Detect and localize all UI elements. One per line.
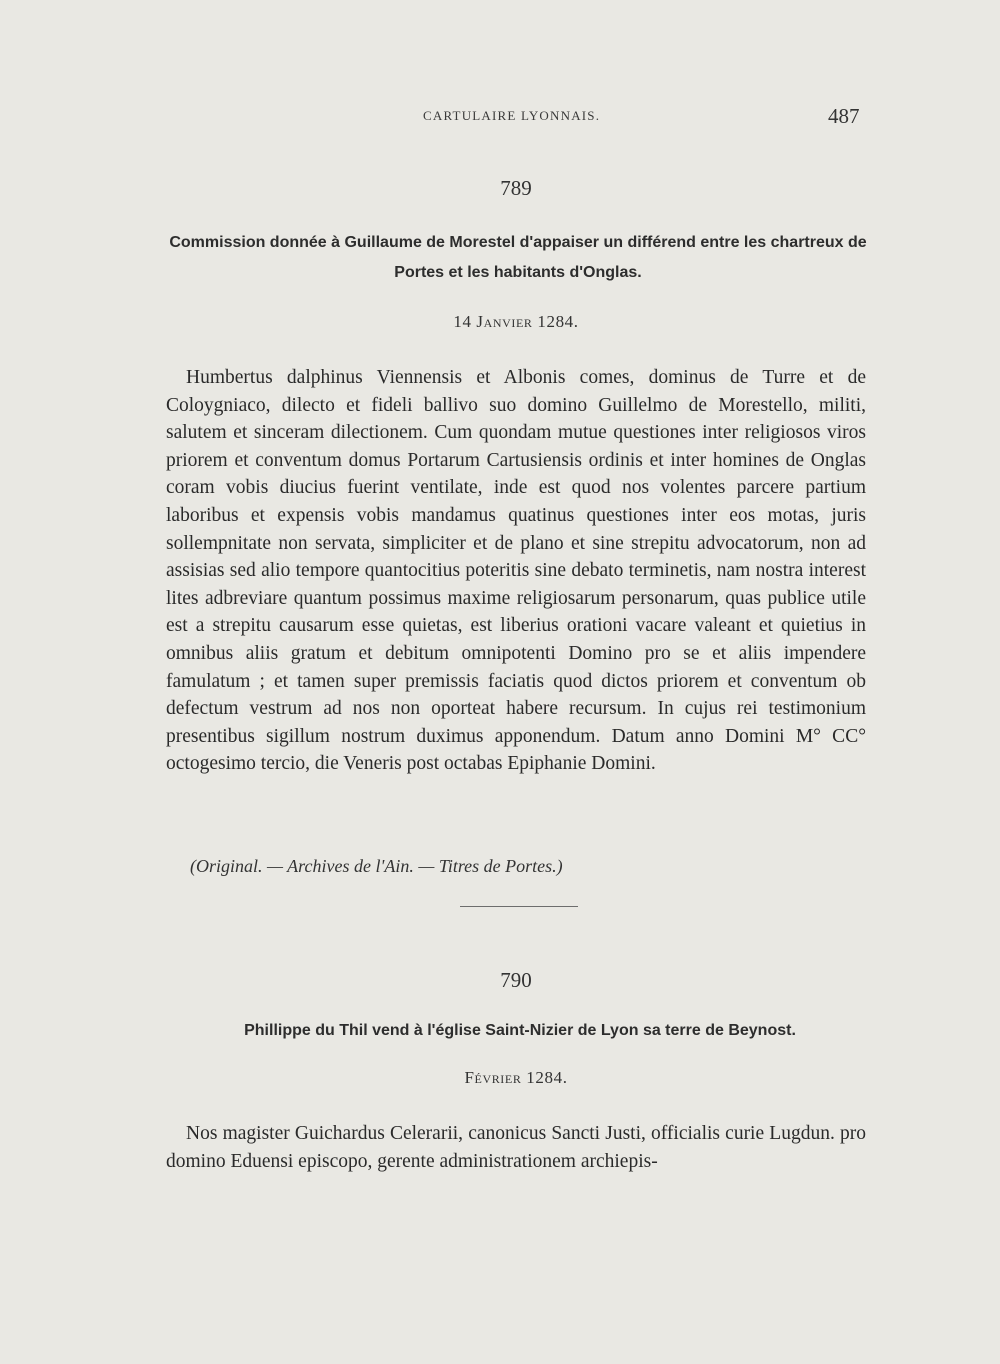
charter-body: Humbertus dalphinus Viennensis et Albonis comes, dominus de Turre et de Coloygniaco, dilecto et fideli ballivo suo domino Guillelmo de Morestello, militi, salutem et sinceram dilectionem. Cum quondam mutue questiones inter religiosos viros priorem et conventum domus Portarum Cartusiensis ordinis et inter homines de Onglas coram vobis diucius fuerint ventilate, inde est quod nos volentes parcere partium laboribus et expensis vobis mandamus quatinus questiones inter eos motas, juris sollempnitate non servata, simpliciter et de plano et sine strepitu advocatorum, non ad assisias sed alio tempore quantocitius poteritis sine debato terminetis, nam nostra interest lites adbreviare quantum possimus maxime religiosarum personarum, quas publice utile est a strepitu causarum esse quietas, est liberius orationi vacare valeant et quietius in omnibus aliis gratum et debitum omnipotenti Domino pro se et aliis impendere famulatum ; et tamen super premissis faciatis quod dictos priorem et conventum ob defectum vestrum ad nos non oporteat habere recursum. In cujus rei testimonium presentibus sigillum nostrum duximus apponendum. Datum anno Domini M° CC° octogesimo tercio, die Veneris post octabas Epiphanie Domini. [166,367,866,775]
running-head [0,104,1000,130]
charter-title: Commission donnée à Guillaume de Morestel d'appaiser un différend entre les chartreux de Portes et les habitants d'Onglas. [169,234,867,281]
charter-body: Nos magister Guichardus Celerarii, canonicus Sancti Justi, officialis curie Lugdun. pro domino Eduensi episcopo, gerente administrationem archiepis- [166,1123,866,1172]
page-number: 487 [828,104,860,128]
charter-title: Phillippe du Thil vend à l'église Saint-Nizier de Lyon sa terre de Beynost. [244,1022,796,1039]
charter-source-note: (Original. — Archives de l'Ain. — Titres de Portes.) [190,856,563,876]
charter-date: Février 1284. [464,1068,568,1087]
section-separator [460,906,578,907]
running-title: CARTULAIRE LYONNAIS. [423,108,601,123]
charter-number: 790 [500,968,532,992]
charter-date: 14 Janvier 1284. [453,312,579,331]
charter-number: 789 [500,176,532,200]
